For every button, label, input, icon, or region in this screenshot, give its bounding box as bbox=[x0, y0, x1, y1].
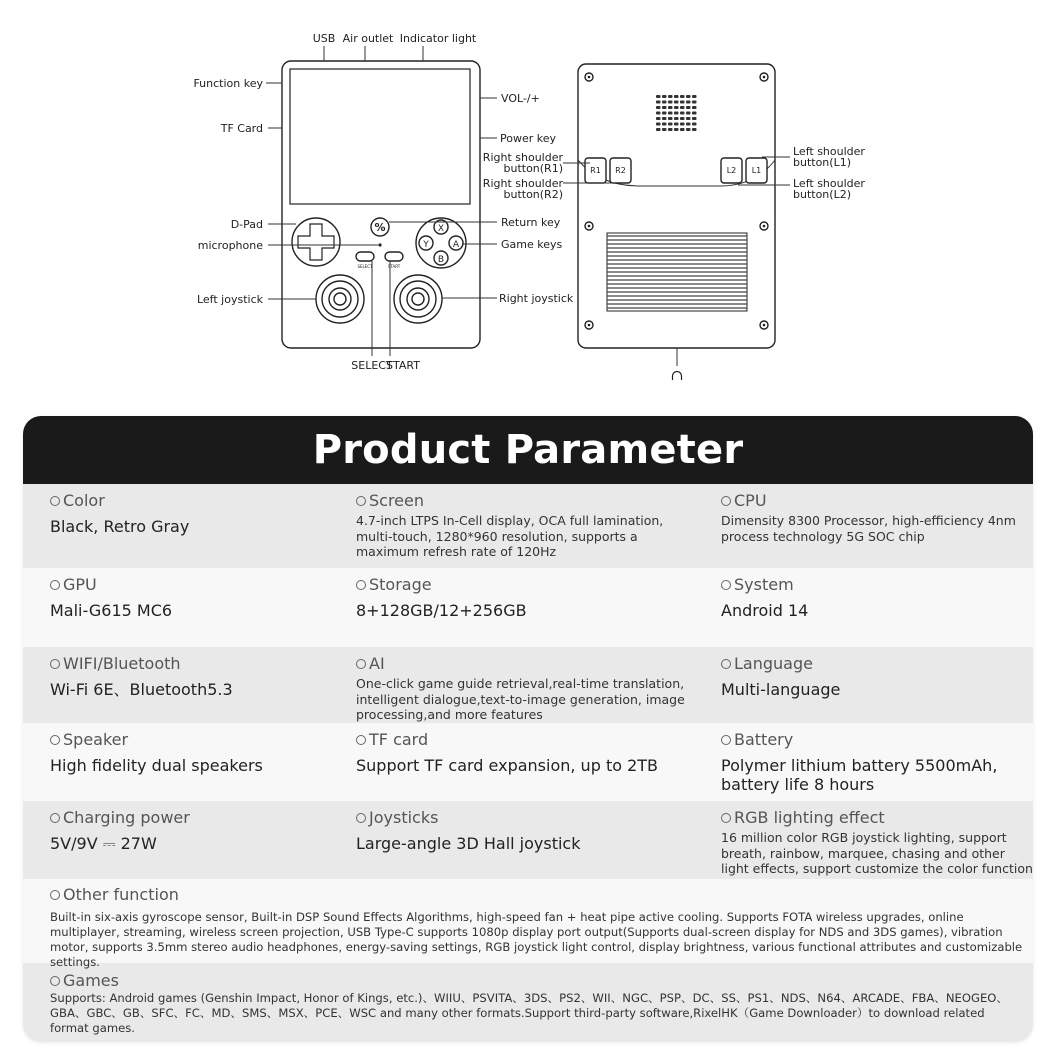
product-parameter-panel bbox=[23, 416, 1033, 1042]
label-indicator-light: Indicator light bbox=[399, 32, 477, 45]
bullet-circle-icon bbox=[50, 659, 60, 669]
parameter-label bbox=[356, 729, 694, 751]
device-diagram bbox=[0, 0, 1055, 400]
headphone-jack-icon bbox=[673, 372, 682, 381]
parameter-label bbox=[356, 574, 694, 596]
r2-key-text: R2 bbox=[615, 166, 626, 175]
bullet-circle-icon bbox=[721, 496, 731, 506]
parameter-cell bbox=[23, 647, 330, 723]
parameter-row bbox=[23, 801, 1033, 879]
bullet-circle-icon bbox=[50, 496, 60, 506]
parameter-label-text: CPU bbox=[734, 491, 767, 510]
label-left-joystick: Left joystick bbox=[196, 293, 263, 306]
parameter-row bbox=[23, 723, 1033, 801]
label-r2-line2: button(R2) bbox=[503, 188, 563, 201]
parameter-value: Black, Retro Gray bbox=[50, 517, 190, 536]
front-screen bbox=[290, 69, 470, 204]
bullet-circle-icon bbox=[356, 496, 366, 506]
bullet-circle-icon bbox=[721, 813, 731, 823]
parameter-label bbox=[721, 807, 1033, 829]
parameter-label-text: Charging power bbox=[63, 808, 190, 827]
parameter-cell bbox=[694, 484, 1033, 568]
label-r2-line1: Right shoulder bbox=[482, 177, 563, 190]
parameter-label bbox=[50, 490, 330, 512]
label-l1-line1: Left shoulder bbox=[793, 145, 865, 158]
parameter-label-text: TF card bbox=[369, 730, 429, 749]
parameter-label-text: AI bbox=[369, 654, 385, 673]
b-letter: B bbox=[437, 255, 445, 265]
start-small-label: START bbox=[387, 264, 401, 269]
parameter-cell bbox=[694, 568, 1033, 647]
parameter-value: Mali-G615 MC6 bbox=[50, 601, 173, 620]
label-air-outlet: Air outlet bbox=[342, 32, 394, 45]
parameter-value: 4.7-inch LTPS In-Cell display, OCA full lamination, multi-touch, 1280*960 resolution, supports a maximum refresh rate of 120Hz bbox=[356, 513, 664, 559]
parameter-cell bbox=[330, 723, 694, 801]
label-usb: USB bbox=[312, 32, 336, 45]
other-function-label-text: Other function bbox=[63, 885, 179, 904]
parameter-value: 16 million color RGB joystick lighting, support breath, rainbow, marquee, chasing and other light effects, support customize the color function bbox=[721, 830, 1033, 876]
r1-key-text: R1 bbox=[590, 166, 601, 175]
bullet-circle-icon bbox=[356, 813, 366, 823]
label-l2-line2: button(L2) bbox=[793, 188, 851, 201]
parameter-label bbox=[721, 574, 1033, 596]
parameter-label bbox=[356, 653, 694, 675]
parameter-value: One-click game guide retrieval,real-time translation, intelligent dialogue,text-to-image generation, image processing,and more features bbox=[356, 676, 685, 722]
parameter-cell bbox=[330, 801, 694, 879]
parameter-cell bbox=[330, 568, 694, 647]
x-letter: X bbox=[437, 224, 445, 234]
parameter-label-text: Battery bbox=[734, 730, 794, 749]
bullet-circle-icon bbox=[50, 976, 60, 986]
games-value: Supports: Android games (Genshin Impact, Honor of Kings, etc.)、WIIU、PSVITA、3DS、PS2、WII、NGC、PSP、DC、SS、PS1、NDS、N64、ARCADE、FBA、NEOGEO、GBA、GBC、GB、SFC、FC、MD、SMS、MSX、PCE、WSC and many other formats.Support third-party software,RixelHK（Game Downloader）to download related format games. bbox=[50, 991, 1008, 1035]
parameter-value: 5V/9V ⎓ 27W bbox=[50, 834, 157, 853]
games-label-text: Games bbox=[63, 971, 119, 990]
label-r1-line2: button(R1) bbox=[503, 162, 563, 175]
bullet-circle-icon bbox=[721, 659, 731, 669]
parameter-value: Polymer lithium battery 5500mAh, battery life 8 hours bbox=[721, 756, 998, 794]
return-key-glyph: % bbox=[374, 221, 386, 234]
parameter-label-text: Language bbox=[734, 654, 813, 673]
parameter-row bbox=[23, 568, 1033, 647]
parameter-value: Dimensity 8300 Processor, high-efficiency 4nm process technology 5G SOC chip bbox=[721, 513, 1016, 544]
games-label bbox=[50, 970, 1023, 992]
parameter-label-text: Color bbox=[63, 491, 105, 510]
label-select: SELECT bbox=[351, 359, 393, 372]
label-dpad: D-Pad bbox=[230, 218, 263, 231]
y-letter: Y bbox=[423, 240, 429, 250]
bullet-circle-icon bbox=[356, 735, 366, 745]
other-function-value: Built-in six-axis gyroscope sensor, Built-in DSP Sound Effects Algorithms, high-speed fan + heat pipe active cooling. Supports FOTA wireless upgrades, online multiplayer, streaming, wireless screen projection, USB Type-C supports 1080p display port output(Supports dual-screen display for NDS and 3DS games), vibration motor, supports 3.5mm stereo audio headphones, energy-saving settings, RGB joystick light control, display brightness, various functional attributes and customizable settings. bbox=[50, 910, 1023, 969]
select-small-label: SELECT bbox=[357, 264, 373, 269]
microphone-icon bbox=[378, 243, 381, 246]
label-l1-line2: button(L1) bbox=[793, 156, 851, 169]
bullet-circle-icon bbox=[721, 735, 731, 745]
parameter-row bbox=[23, 484, 1033, 568]
parameter-label bbox=[50, 729, 330, 751]
parameter-label bbox=[356, 807, 694, 829]
parameter-value: Multi-language bbox=[721, 680, 841, 699]
other-function-label bbox=[50, 884, 1023, 906]
label-microphone: microphone bbox=[197, 239, 263, 252]
parameter-cell bbox=[23, 484, 330, 568]
parameter-value: Wi-Fi 6E、Bluetooth5.3 bbox=[50, 680, 233, 699]
parameter-label bbox=[50, 574, 330, 596]
panel-title: Product Parameter bbox=[23, 416, 1033, 484]
bullet-circle-icon bbox=[356, 659, 366, 669]
parameter-cell bbox=[694, 647, 1033, 723]
vent-grille-icon bbox=[607, 233, 747, 311]
start-button-icon bbox=[385, 252, 403, 261]
bullet-circle-icon bbox=[50, 813, 60, 823]
l2-key-text: L2 bbox=[726, 166, 737, 175]
parameter-label-text: RGB lighting effect bbox=[734, 808, 885, 827]
label-function-key: Function key bbox=[193, 77, 263, 90]
parameter-cell bbox=[694, 723, 1033, 801]
bullet-circle-icon bbox=[721, 580, 731, 590]
parameter-cell bbox=[330, 647, 694, 723]
parameter-value: High fidelity dual speakers bbox=[50, 756, 263, 775]
parameter-label-text: System bbox=[734, 575, 794, 594]
parameter-value: Android 14 bbox=[721, 601, 809, 620]
select-button-icon bbox=[356, 252, 374, 261]
parameter-label bbox=[50, 807, 330, 829]
parameter-cell bbox=[694, 801, 1033, 879]
label-start: START bbox=[386, 359, 420, 372]
parameter-label-text: GPU bbox=[63, 575, 97, 594]
parameter-cell bbox=[23, 568, 330, 647]
parameter-row bbox=[23, 647, 1033, 723]
left-joystick-icon bbox=[316, 275, 364, 323]
parameter-table bbox=[23, 484, 1033, 879]
parameter-label-text: Speaker bbox=[63, 730, 129, 749]
parameter-label bbox=[721, 490, 1033, 512]
right-joystick-icon bbox=[394, 275, 442, 323]
label-power-key: Power key bbox=[500, 132, 557, 145]
parameter-cell bbox=[330, 484, 694, 568]
parameter-label bbox=[721, 653, 1033, 675]
parameter-label bbox=[721, 729, 1033, 751]
parameter-value: Large-angle 3D Hall joystick bbox=[356, 834, 581, 853]
parameter-value: Support TF card expansion, up to 2TB bbox=[356, 756, 659, 775]
label-vol: VOL-/+ bbox=[501, 92, 540, 105]
parameter-label bbox=[356, 490, 694, 512]
bullet-circle-icon bbox=[50, 890, 60, 900]
front-view bbox=[193, 32, 573, 372]
parameter-value: 8+128GB/12+256GB bbox=[356, 601, 527, 620]
parameter-label-text: Screen bbox=[369, 491, 425, 510]
bullet-circle-icon bbox=[356, 580, 366, 590]
label-tf-card: TF Card bbox=[220, 122, 263, 135]
parameter-label-text: Storage bbox=[369, 575, 432, 594]
bullet-circle-icon bbox=[50, 735, 60, 745]
label-l2-line1: Left shoulder bbox=[793, 177, 865, 190]
a-letter: A bbox=[452, 240, 460, 250]
label-r1-line1: Right shoulder bbox=[482, 151, 563, 164]
label-return-key: Return key bbox=[501, 216, 561, 229]
parameter-cell bbox=[23, 723, 330, 801]
other-function-row bbox=[23, 879, 1033, 969]
label-game-keys: Game keys bbox=[501, 238, 563, 251]
games-row bbox=[23, 963, 1033, 1042]
parameter-label-text: WIFI/Bluetooth bbox=[63, 654, 181, 673]
parameter-label bbox=[50, 653, 330, 675]
parameter-label-text: Joysticks bbox=[369, 808, 439, 827]
label-right-joystick: Right joystick bbox=[499, 292, 574, 305]
parameter-cell bbox=[23, 801, 330, 879]
l1-key-text: L1 bbox=[751, 166, 762, 175]
bullet-circle-icon bbox=[50, 580, 60, 590]
